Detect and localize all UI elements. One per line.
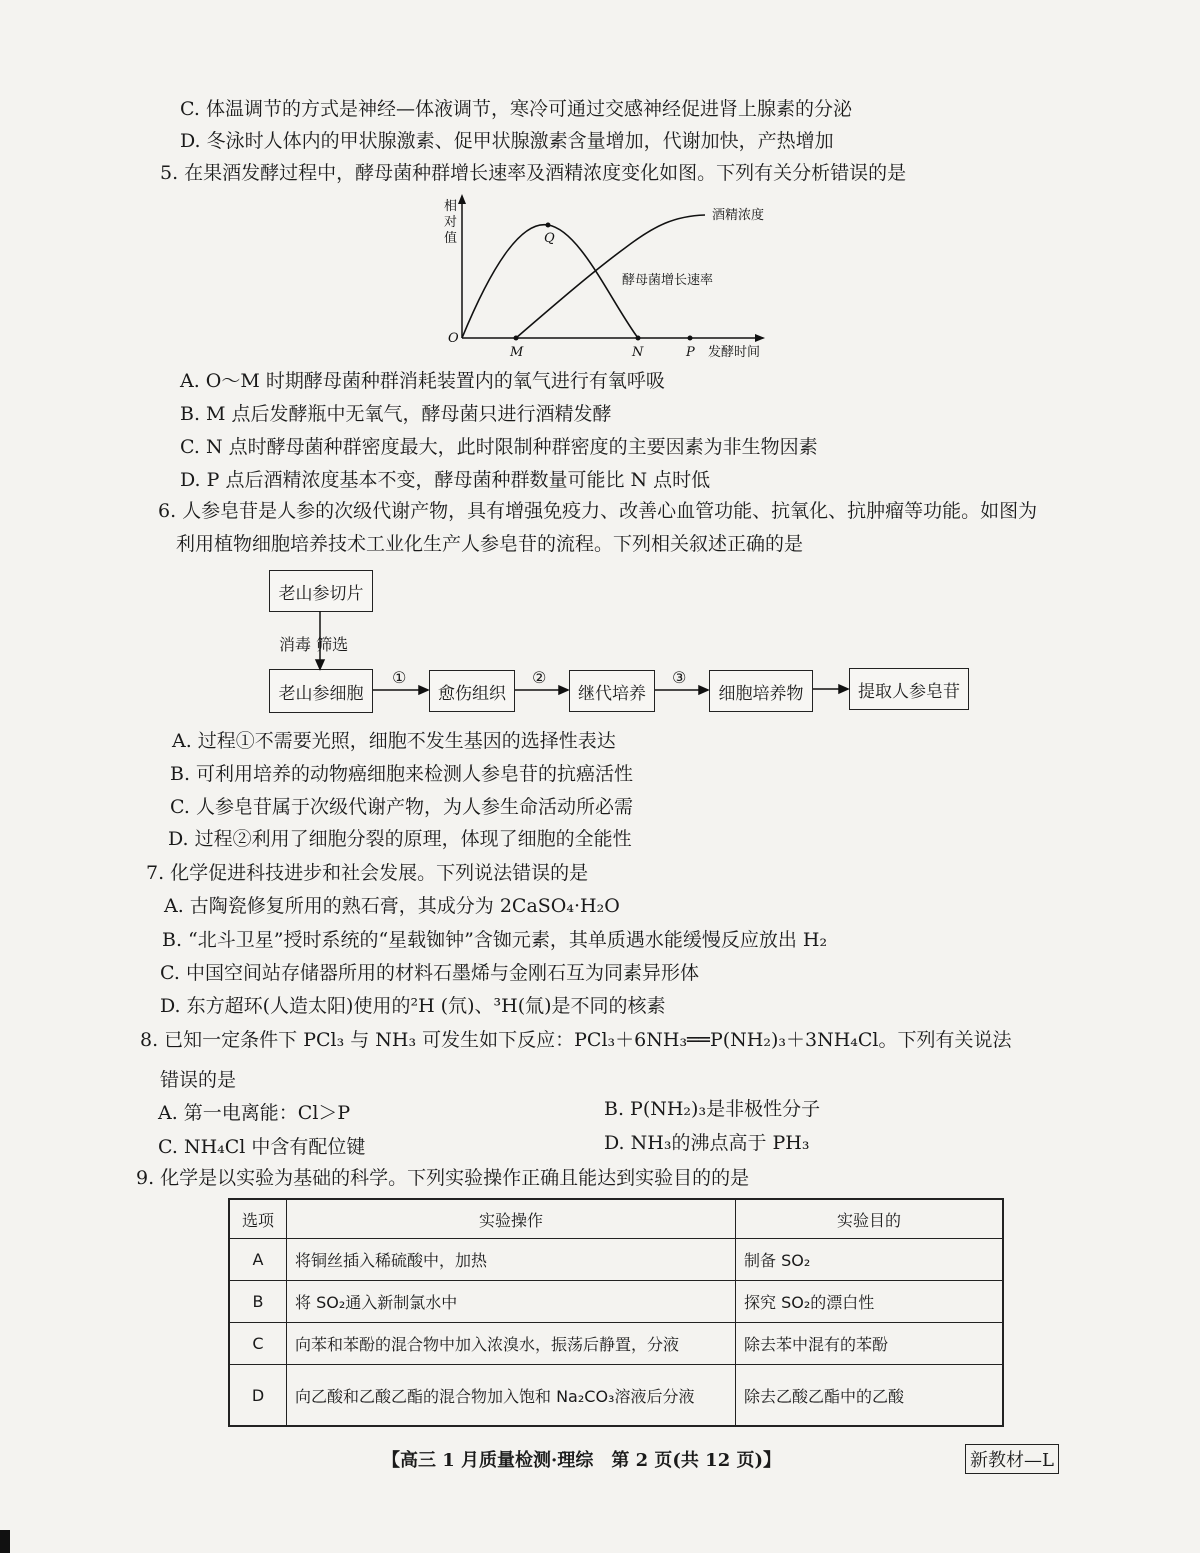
growth-label: 酵母菌增长速率	[622, 273, 714, 288]
alcohol-label: 酒精浓度	[712, 208, 765, 223]
header-option: 选项	[229, 1199, 287, 1239]
row-operation: 将铜丝插入稀硫酸中，加热	[287, 1239, 736, 1281]
q7-option-a: A. 古陶瓷修复所用的熟石膏，其成分为 2CaSO₄·H₂O	[164, 895, 620, 917]
q6-stem-line1: 6. 人参皂苷是人参的次级代谢产物，具有增强免疫力、改善心血管功能、抗氧化、抗肿瘤等功能。如图为	[158, 500, 1038, 522]
q5-graph	[420, 190, 800, 365]
table-header-row	[229, 1199, 1003, 1239]
q5-stem: 5. 在果酒发酵过程中，酵母菌种群增长速率及酒精浓度变化如图。下列有关分析错误的是	[160, 162, 907, 184]
flow-step-2: ②	[532, 668, 547, 687]
row-goal: 制备 SO₂	[736, 1239, 1004, 1281]
table-row	[229, 1281, 1003, 1323]
flow-box-culture: 细胞培养物	[709, 670, 813, 712]
y-label-2: 对	[444, 215, 458, 230]
x-label: 发酵时间	[708, 345, 761, 360]
m-label: M	[510, 345, 524, 360]
row-option: A	[229, 1239, 287, 1281]
flow-box-callus: 愈伤组织	[429, 670, 515, 712]
q9-table	[228, 1198, 1004, 1427]
header-goal: 实验目的	[736, 1199, 1004, 1239]
row-option: B	[229, 1281, 287, 1323]
x-axis-arrow	[755, 334, 765, 342]
row-goal: 探究 SO₂的漂白性	[736, 1281, 1004, 1323]
q8-option-a: A. 第一电离能：Cl＞P	[158, 1102, 351, 1124]
q9-stem: 9. 化学是以实验为基础的科学。下列实验操作正确且能达到实验目的的是	[136, 1167, 750, 1189]
q8-option-d: D. NH₃的沸点高于 PH₃	[604, 1132, 810, 1154]
q5-option-a: A. O～M 时期酵母菌种群消耗装置内的氧气进行有氧呼吸	[180, 370, 665, 392]
point-q-dot	[546, 223, 551, 228]
n-label: N	[632, 345, 644, 360]
header-operation: 实验操作	[287, 1199, 736, 1239]
y-label-3: 值	[444, 231, 458, 246]
flow-box-slices: 老山参切片	[269, 570, 373, 612]
row-goal: 除去乙酸乙酯中的乙酸	[736, 1365, 1004, 1427]
row-option: D	[229, 1365, 287, 1427]
row-option: C	[229, 1323, 287, 1365]
q8-option-b: B. P(NH₂)₃是非极性分子	[604, 1098, 821, 1120]
q7-option-d: D. 东方超环(人造太阳)使用的²H (氘)、³H(氚)是不同的核素	[160, 995, 666, 1017]
q4-option-d: D. 冬泳时人体内的甲状腺激素、促甲状腺激素含量增加，代谢加快，产热增加	[180, 130, 834, 152]
table-row	[229, 1323, 1003, 1365]
row-operation: 向苯和苯酚的混合物中加入浓溴水，振荡后静置，分液	[287, 1323, 736, 1365]
q-label: Q	[544, 231, 555, 246]
point-m-dot	[514, 336, 519, 341]
scan-mark	[0, 1530, 10, 1553]
point-p-dot	[688, 336, 693, 341]
flow-arrow-label: 消毒 筛选	[279, 635, 349, 654]
row-operation: 将 SO₂通入新制氯水中	[287, 1281, 736, 1323]
q7-stem: 7. 化学促进科技进步和社会发展。下列说法错误的是	[146, 862, 589, 884]
flow-box-subculture: 继代培养	[569, 670, 655, 712]
y-axis-arrow	[458, 194, 466, 204]
point-n-dot	[636, 336, 641, 341]
table-row	[229, 1239, 1003, 1281]
q6-option-b: B. 可利用培养的动物癌细胞来检测人参皂苷的抗癌活性	[170, 763, 634, 785]
edition-tag: 新教材—L	[965, 1444, 1059, 1474]
q7-option-c: C. 中国空间站存储器所用的材料石墨烯与金刚石互为同素异形体	[160, 962, 699, 984]
y-label-1: 相	[444, 199, 458, 214]
q6-option-d: D. 过程②利用了细胞分裂的原理，体现了细胞的全能性	[168, 828, 632, 850]
flow-box-cells: 老山参细胞	[269, 669, 373, 713]
origin-label: O	[448, 331, 459, 346]
table-row	[229, 1365, 1003, 1427]
row-operation: 向乙酸和乙酸乙酯的混合物加入饱和 Na₂CO₃溶液后分液	[287, 1365, 736, 1427]
q5-option-d: D. P 点后酒精浓度基本不变，酵母菌种群数量可能比 N 点时低	[180, 469, 711, 491]
p-label: P	[686, 345, 695, 360]
q8-option-c: C. NH₄Cl 中含有配位键	[158, 1136, 366, 1158]
q6-option-a: A. 过程①不需要光照，细胞不发生基因的选择性表达	[172, 730, 616, 752]
flow-step-3: ③	[672, 668, 687, 687]
row-goal: 除去苯中混有的苯酚	[736, 1323, 1004, 1365]
q6-stem-line2: 利用植物细胞培养技术工业化生产人参皂苷的流程。下列相关叙述正确的是	[176, 533, 804, 555]
q8-stem-line1: 8. 已知一定条件下 PCl₃ 与 NH₃ 可发生如下反应：PCl₃＋6NH₃══P(NH₂)₃＋3NH₄Cl。下列有关说法	[140, 1029, 1012, 1051]
q4-option-c: C. 体温调节的方式是神经—体液调节，寒冷可通过交感神经促进肾上腺素的分泌	[180, 98, 852, 120]
q5-option-c: C. N 点时酵母菌种群密度最大，此时限制种群密度的主要因素为非生物因素	[180, 436, 818, 458]
q8-stem-line2: 错误的是	[160, 1069, 237, 1091]
flow-step-1: ①	[392, 668, 407, 687]
q5-option-b: B. M 点后发酵瓶中无氧气，酵母菌只进行酒精发酵	[180, 403, 612, 425]
q7-option-b: B. “北斗卫星”授时系统的“星载铷钟”含铷元素，其单质遇水能缓慢反应放出 H₂	[162, 929, 828, 951]
flow-box-extract: 提取人参皂苷	[849, 668, 969, 710]
page-footer: 【高三 1 月质量检测·理综 第 2 页(共 12 页)】	[382, 1450, 781, 1471]
q6-option-c: C. 人参皂苷属于次级代谢产物，为人参生命活动所必需	[170, 796, 633, 818]
